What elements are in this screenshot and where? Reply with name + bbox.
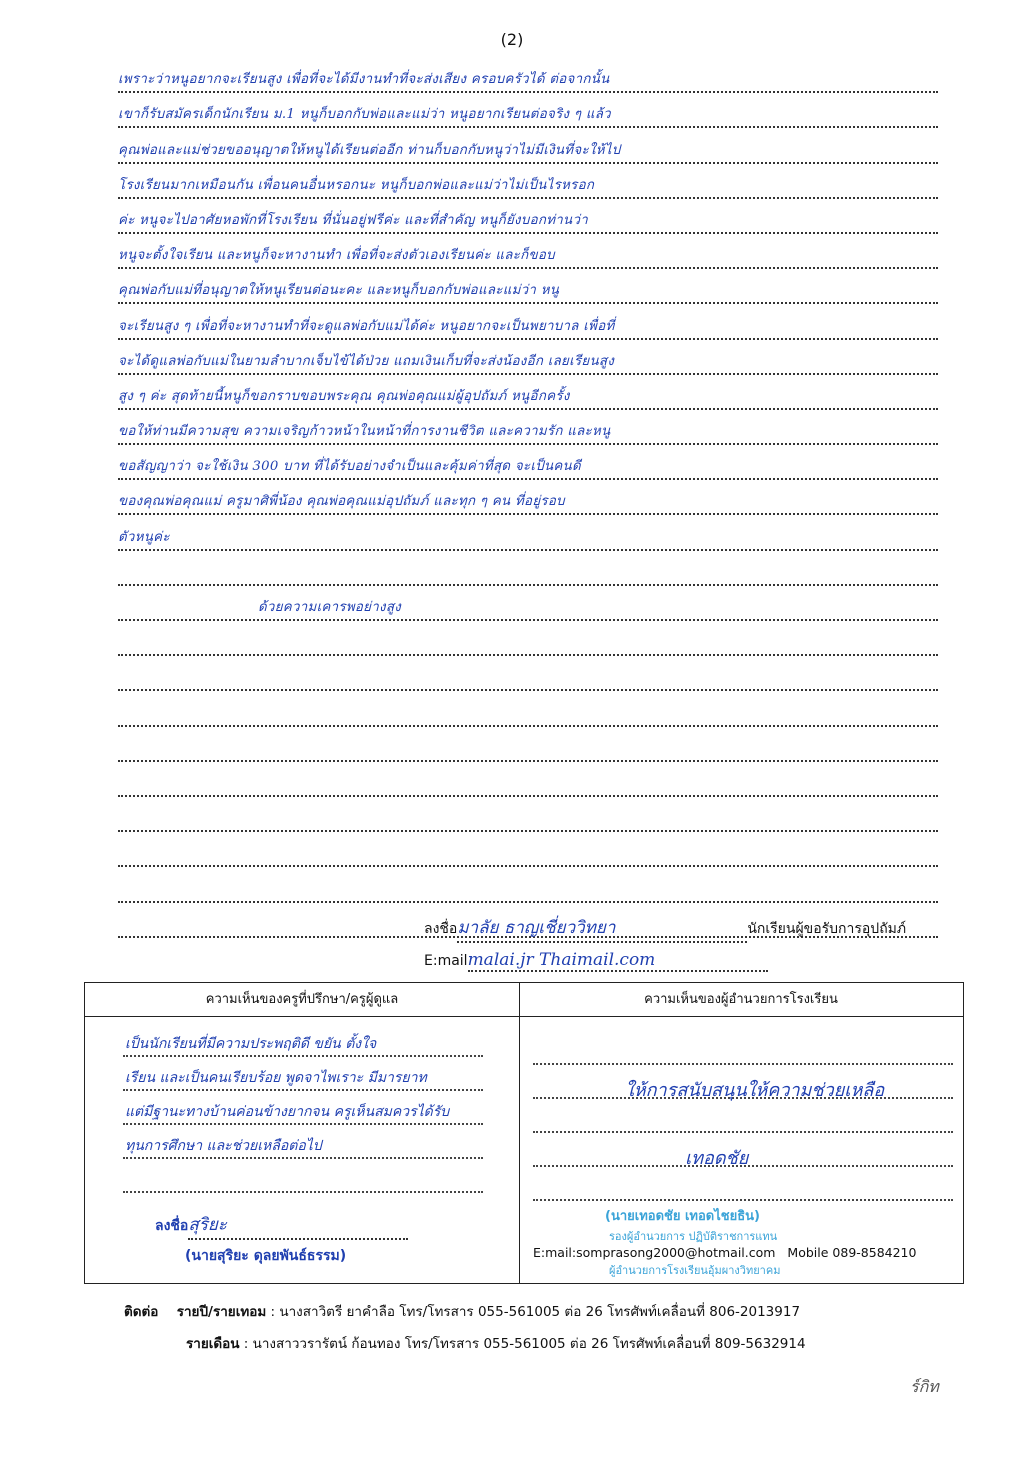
letter-line-text: สูง ๆ ค่ะ สุดท้ายนี้หนูก็ขอกราบขอบพระคุณ คุณพ่อคุณแม่ผู้อุปถัมภ์ หนูอีกครั้ง xyxy=(118,388,570,404)
letter-line-text: เขาก็รับสมัครเด็กนักเรียน ม.1 หนูก็บอกกับพ่อและแม่ว่า หนูอยากเรียนต่อจริง ๆ แล้ว xyxy=(118,107,611,123)
advisor-line xyxy=(123,1089,483,1091)
contact-label: ติดต่อ xyxy=(124,1304,159,1320)
director-comment: ให้การสนับสนุนให้ความช่วยเหลือ xyxy=(625,1080,885,1101)
director-email-label: E:mail: xyxy=(533,1245,577,1260)
student-email: malai.jr Thaimail.com xyxy=(468,950,768,972)
letter-line-text: ขอให้ท่านมีความสุข ความเจริญก้าวหน้าในหน้าที่การงานชีวิต และความรัก และหนู xyxy=(118,424,611,440)
letter-line-text: จะเรียนสูง ๆ เพื่อที่จะหางานทำที่จะดูแลพ่อกับแม่ได้ค่ะ หนูอยากจะเป็นพยาบาล เพื่อที่ xyxy=(118,318,615,334)
letter-line-text: ค่ะ หนูจะไปอาศัยหอพักที่โรงเรียน ที่นั่นอยู่ฟรีค่ะ และที่สำคัญ หนูก็ยังบอกท่านว่า xyxy=(118,212,588,228)
page-number: (2) xyxy=(500,30,524,49)
advisor-comment-line: แต่มีฐานะทางบ้านค่อนข้างยากจน ครูเห็นสมควรได้รับ xyxy=(125,1104,450,1120)
comments-box xyxy=(84,982,964,1284)
director-line xyxy=(533,1063,953,1065)
letter-line xyxy=(118,621,938,656)
director-stamp-line: รองผู้อำนวยการ ปฏิบัติราชการแทน xyxy=(609,1230,778,1243)
letter-line xyxy=(118,656,938,691)
letter-line xyxy=(118,199,938,234)
letter-line-text: คุณพ่อและแม่ช่วยขออนุญาตให้หนูได้เรียนต่ออีก ท่านก็บอกกับหนูว่าไม่มีเงินที่จะให้ไป xyxy=(118,142,621,158)
advisor-line xyxy=(123,1191,483,1193)
advisor-comment-line: เป็นนักเรียนที่มีความประพฤติดี ขยัน ตั้งใจ xyxy=(125,1036,377,1052)
letter-line xyxy=(118,797,938,832)
advisor-line xyxy=(123,1157,483,1159)
letter-line-text: ของคุณพ่อคุณแม่ ครูมาศิพี่น้อง คุณพ่อคุณแม่อุปถัมภ์ และทุก ๆ คน ที่อยู่รอบ xyxy=(118,494,565,510)
letter-line xyxy=(118,93,938,128)
letter-line-text: เพราะว่าหนูอยากจะเรียนสูง เพื่อที่จะได้มีงานทำที่จะส่งเสียง ครอบครัวได้ ต่อจากนั้น xyxy=(118,72,610,88)
student-name: มาลัย ธาญเชี่ยววิทยา xyxy=(457,914,747,943)
letter-line xyxy=(118,551,938,586)
advisor-signature: สุริยะ xyxy=(188,1211,408,1240)
letter-line xyxy=(118,480,938,515)
student-email-label: E:mail xyxy=(424,953,468,969)
advisor-name: (นายสุริยะ ดุลยพันธ์ธรรม) xyxy=(185,1248,347,1264)
letter-line xyxy=(118,586,938,621)
contact-line-2 xyxy=(186,1332,806,1354)
letter-line xyxy=(118,234,938,269)
advisor-line xyxy=(123,1055,483,1057)
column-divider xyxy=(519,983,520,1283)
advisor-signature-row xyxy=(155,1211,408,1240)
letter-line xyxy=(118,375,938,410)
letter-line-text: คุณพ่อกับแม่ที่อนุญาตให้หนูเรียนต่อนะคะ และหนูก็บอกกับพ่อและแม่ว่า หนู xyxy=(118,283,560,299)
letter-line xyxy=(118,128,938,163)
letter-body xyxy=(118,58,938,938)
letter-line xyxy=(118,410,938,445)
director-line xyxy=(533,1131,953,1133)
letter-line xyxy=(118,762,938,797)
advisor-sign-label: ลงชื่อ xyxy=(155,1218,189,1234)
director-mobile-label: Mobile xyxy=(787,1245,829,1260)
letter-line xyxy=(118,269,938,304)
director-signature: เทอดชัย xyxy=(685,1148,749,1169)
letter-line-text: จะได้ดูแลพ่อกับแม่ในยามลำบากเจ็บไข้ได้ป่วย แถมเงินเก็บที่จะส่งน้องอีก เลยเรียนสูง xyxy=(118,353,615,369)
letter-line-text: ขอสัญญาว่า จะใช้เงิน 300 บาท ที่ได้รับอย่างจำเป็นและคุ้มค่าที่สุด จะเป็นคนดี xyxy=(118,459,581,475)
student-email-row xyxy=(424,950,768,972)
contact-line-1 xyxy=(124,1300,800,1322)
letter-line xyxy=(118,445,938,480)
contact-type-2: รายเดือน xyxy=(186,1336,240,1352)
letter-line-text: โรงเรียนมากเหมือนกัน เพื่อนคนอื่นหรอกนะ หนูก็บอกพ่อและแม่ว่าไม่เป็นไรหรอก xyxy=(118,177,595,193)
director-email: somprasong2000@hotmail.com xyxy=(576,1245,776,1260)
advisor-line xyxy=(123,1123,483,1125)
letter-line xyxy=(118,304,938,339)
letter-line xyxy=(118,691,938,726)
contact-detail-2: : นางสาววรารัตน์ ก้อนทอง โทร/โทรสาร 055-561005 ต่อ 26 โทรศัพท์เคลื่อนที่ 809-5632914 xyxy=(243,1336,806,1352)
letter-line-text: ตัวหนูค่ะ xyxy=(118,529,170,545)
letter-line xyxy=(118,340,938,375)
student-role: นักเรียนผู้ขอรับการอุปถัมภ์ xyxy=(747,921,907,937)
director-line xyxy=(533,1199,953,1201)
advisor-heading: ความเห็นของครูที่ปรึกษา/ครูผู้ดูแล xyxy=(85,983,519,1017)
letter-line xyxy=(118,515,938,550)
initials-mark: ร์กิท xyxy=(910,1377,939,1396)
advisor-comment-line: เรียน และเป็นคนเรียบร้อย พูดจาไพเราะ มีมารยาท xyxy=(125,1070,427,1086)
student-signature-row xyxy=(424,914,906,943)
letter-line xyxy=(118,727,938,762)
letter-line xyxy=(118,832,938,867)
letter-line xyxy=(118,867,938,902)
contact-type-1: รายปี/รายเทอม xyxy=(176,1304,267,1320)
letter-line-text: หนูจะตั้งใจเรียน และหนูก็จะหางานทำ เพื่อที่จะส่งตัวเองเรียนค่ะ และก็ขอบ xyxy=(118,248,555,264)
student-sign-label: ลงชื่อ xyxy=(424,921,458,937)
advisor-comment-line: ทุนการศึกษา และช่วยเหลือต่อไป xyxy=(125,1138,322,1154)
director-contact-row xyxy=(533,1245,916,1260)
director-stamp-line: ผู้อำนวยการโรงเรียนอุ้มผางวิทยาคม xyxy=(609,1264,781,1277)
director-heading: ความเห็นของผู้อำนวยการโรงเรียน xyxy=(519,983,963,1017)
letter-line-text: ด้วยความเคารพอย่างสูง xyxy=(258,600,402,615)
director-stamp-name: (นายเทอดชัย เทอดไชยธิน) xyxy=(605,1209,760,1224)
letter-line xyxy=(118,58,938,93)
letter-line xyxy=(118,164,938,199)
director-mobile: 089-8584210 xyxy=(832,1245,917,1260)
contact-detail-1: : นางสาวิตรี ยาคำลือ โทร/โทรสาร 055-561005 ต่อ 26 โทรศัพท์เคลื่อนที่ 806-2013917 xyxy=(270,1304,801,1320)
